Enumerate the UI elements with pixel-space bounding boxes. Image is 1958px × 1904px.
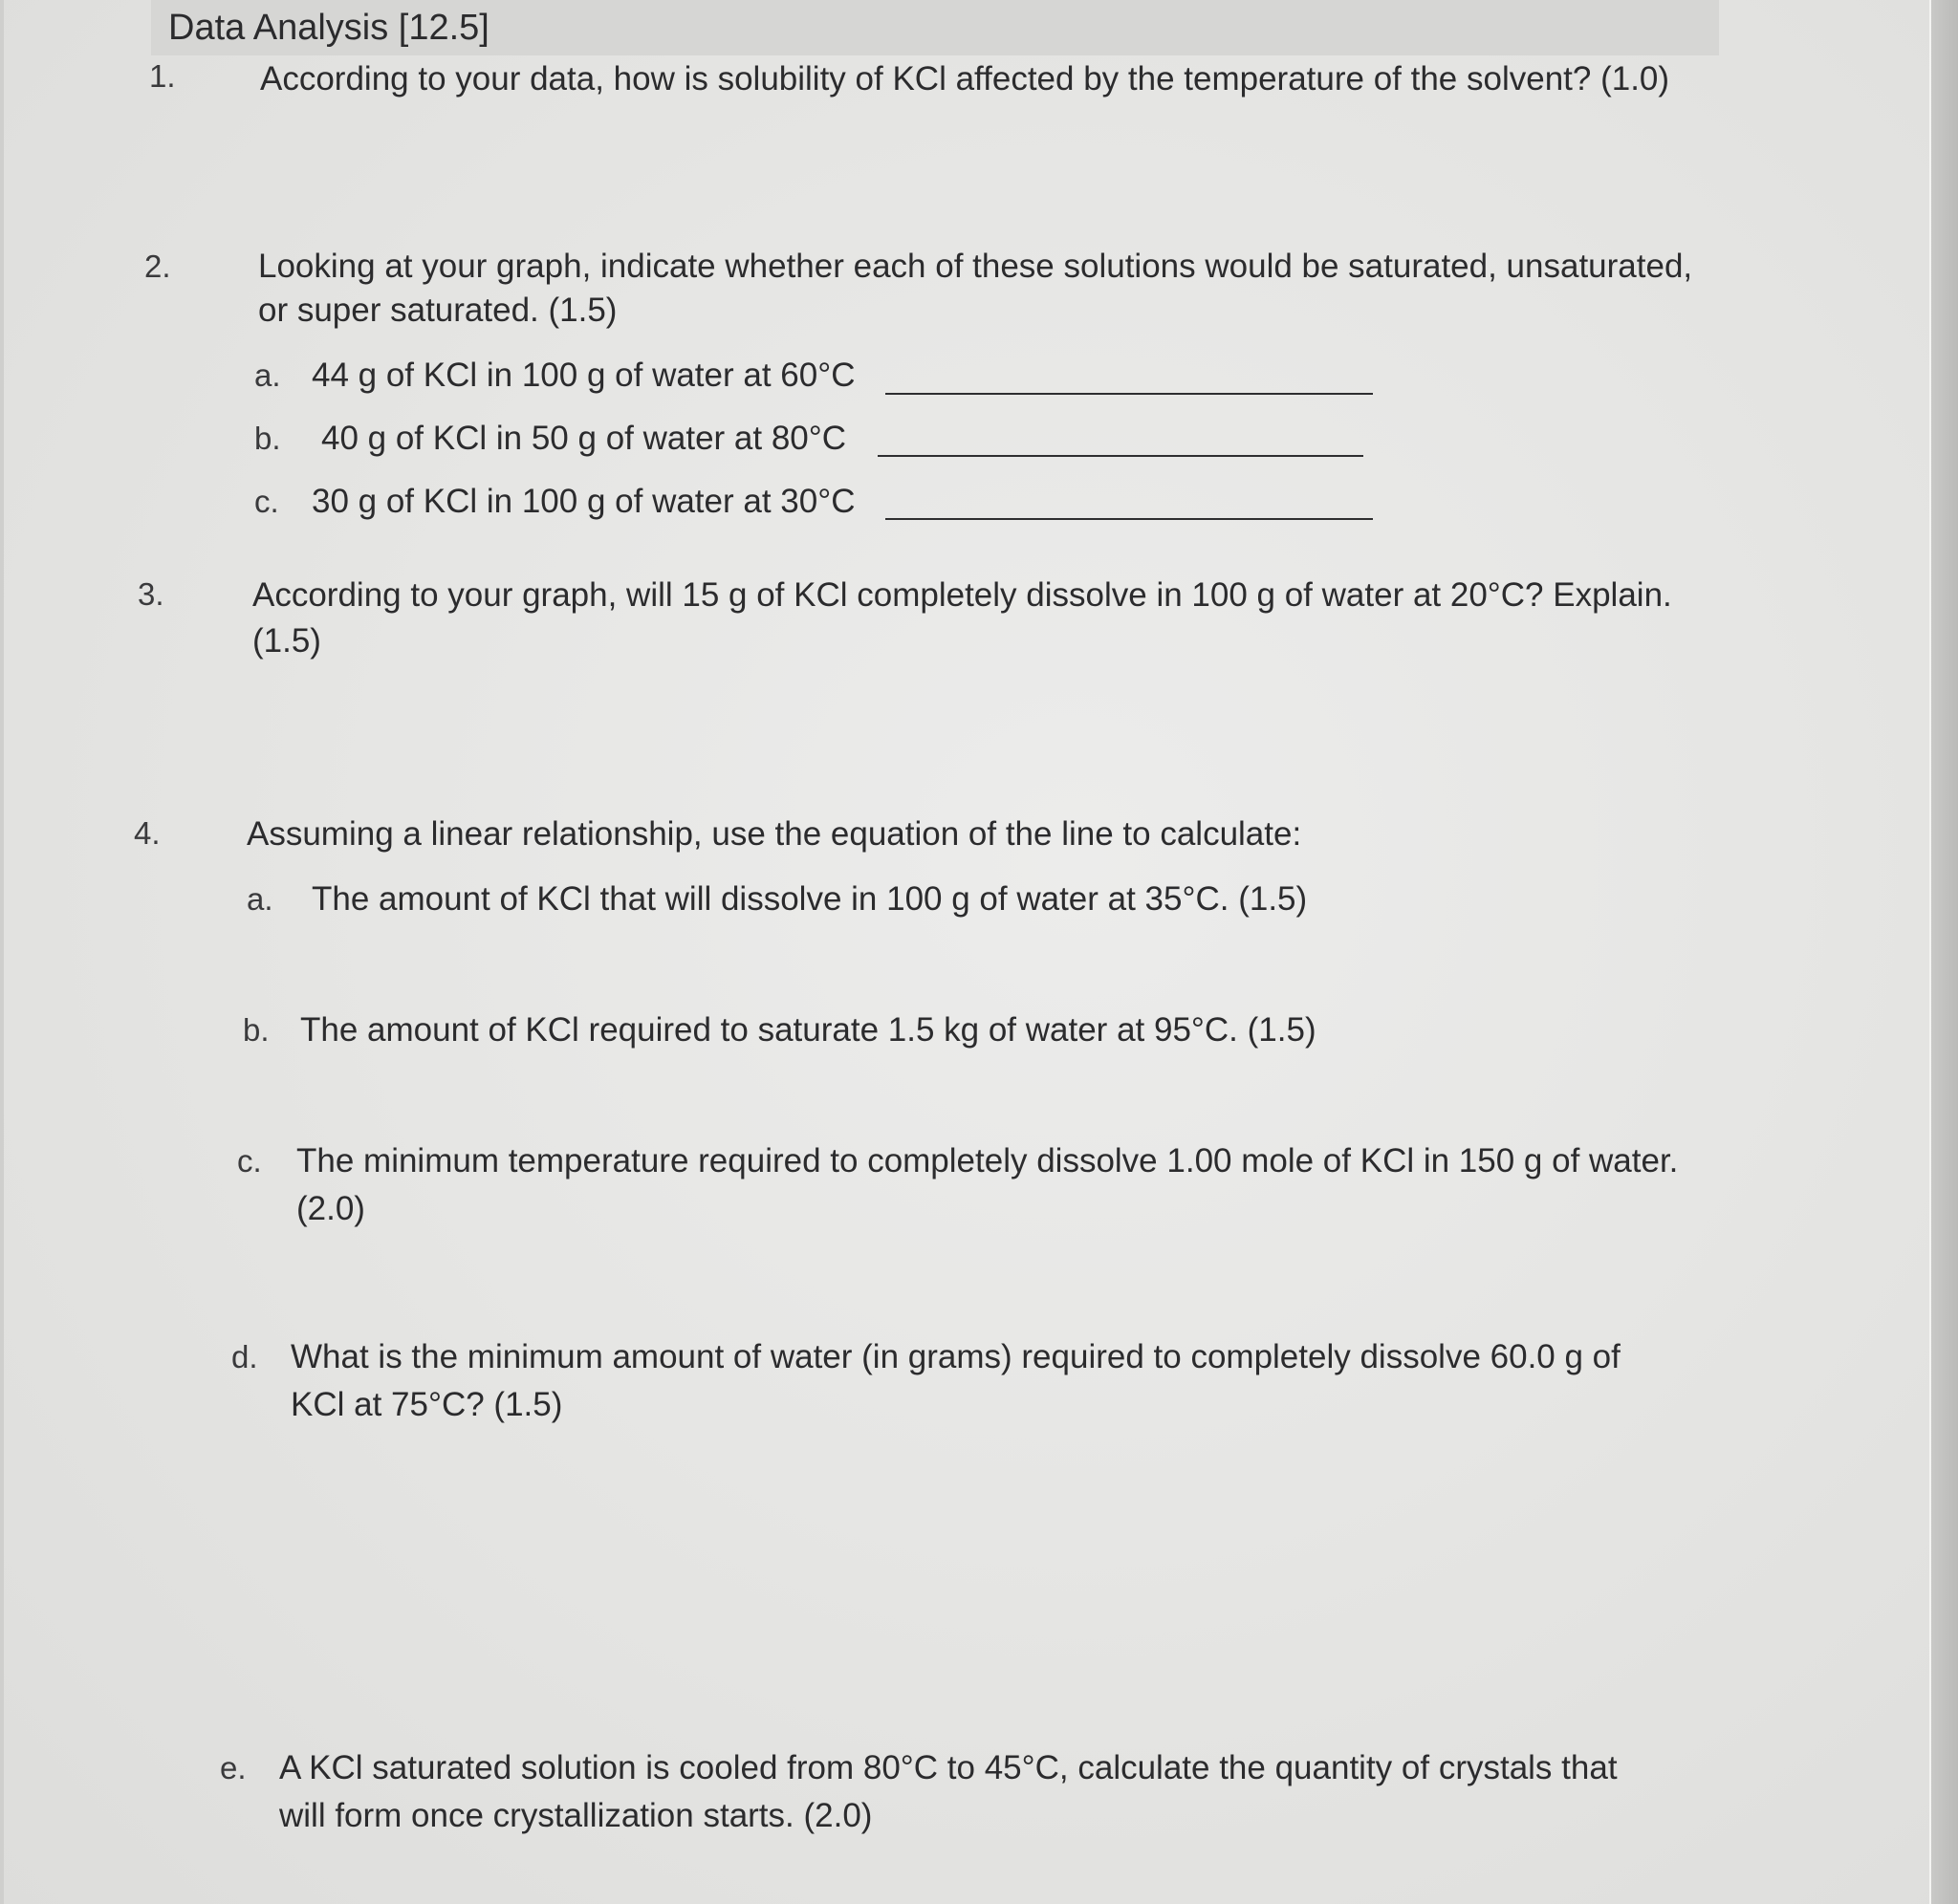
question-2c-text: 30 g of KCl in 100 g of water at 30°C	[312, 483, 856, 520]
question-3-text-line-2: (1.5)	[252, 622, 321, 660]
question-2c-answer-blank[interactable]	[885, 518, 1373, 520]
question-4a-text: The amount of KCl that will dissolve in 100 g of water at 35°C. (1.5)	[312, 880, 1308, 918]
question-2b-answer-blank[interactable]	[878, 455, 1363, 457]
question-3-number: 3.	[138, 576, 164, 612]
question-4c-letter: c.	[237, 1143, 262, 1179]
question-2-number: 2.	[144, 249, 171, 284]
question-2a-answer-blank[interactable]	[885, 393, 1373, 395]
paper-left-edge	[0, 0, 4, 1904]
question-4c-text-line-1: The minimum temperature required to completely dissolve 1.00 mole of KCl in 150 g of water.	[296, 1142, 1679, 1179]
question-2b-letter: b.	[254, 421, 281, 456]
question-2-text-line-2: or super saturated. (1.5)	[258, 292, 618, 329]
question-4-text: Assuming a linear relationship, use the equation of the line to calculate:	[247, 815, 1302, 853]
question-4d-text-line-1: What is the minimum amount of water (in grams) required to completely dissolve 60.0 g of	[291, 1338, 1621, 1375]
question-4b-text: The amount of KCl required to saturate 1.5 kg of water at 95°C. (1.5)	[300, 1011, 1316, 1049]
question-2a-letter: a.	[254, 357, 281, 393]
section-title: Data Analysis [12.5]	[168, 8, 490, 48]
question-4e-text-line-1: A KCl saturated solution is cooled from 80°C to 45°C, calculate the quantity of crystals that	[279, 1749, 1618, 1786]
question-4e-text-line-2: will form once crystallization starts. (2.0)	[279, 1797, 873, 1834]
question-3-text-line-1: According to your graph, will 15 g of KCl completely dissolve in 100 g of water at 20°C? Explain.	[252, 576, 1672, 614]
question-4b-letter: b.	[243, 1012, 270, 1048]
question-4d-text-line-2: KCl at 75°C? (1.5)	[291, 1386, 563, 1423]
question-2-text-line-1: Looking at your graph, indicate whether each of these solutions would be saturated, unsaturated,	[258, 248, 1693, 285]
question-2b-text: 40 g of KCl in 50 g of water at 80°C	[321, 420, 847, 457]
paper-right-edge	[1929, 0, 1958, 1904]
question-1-number: 1.	[149, 58, 176, 94]
question-4e-letter: e.	[220, 1750, 247, 1785]
question-4c-text-line-2: (2.0)	[296, 1190, 365, 1227]
question-1-text: According to your data, how is solubility of KCl affected by the temperature of the solvent? (1.0)	[260, 60, 1670, 97]
question-4d-letter: d.	[231, 1339, 258, 1374]
question-4-number: 4.	[134, 815, 161, 851]
question-4a-letter: a.	[247, 881, 273, 917]
question-2a-text: 44 g of KCl in 100 g of water at 60°C	[312, 357, 856, 394]
question-2c-letter: c.	[254, 484, 279, 519]
